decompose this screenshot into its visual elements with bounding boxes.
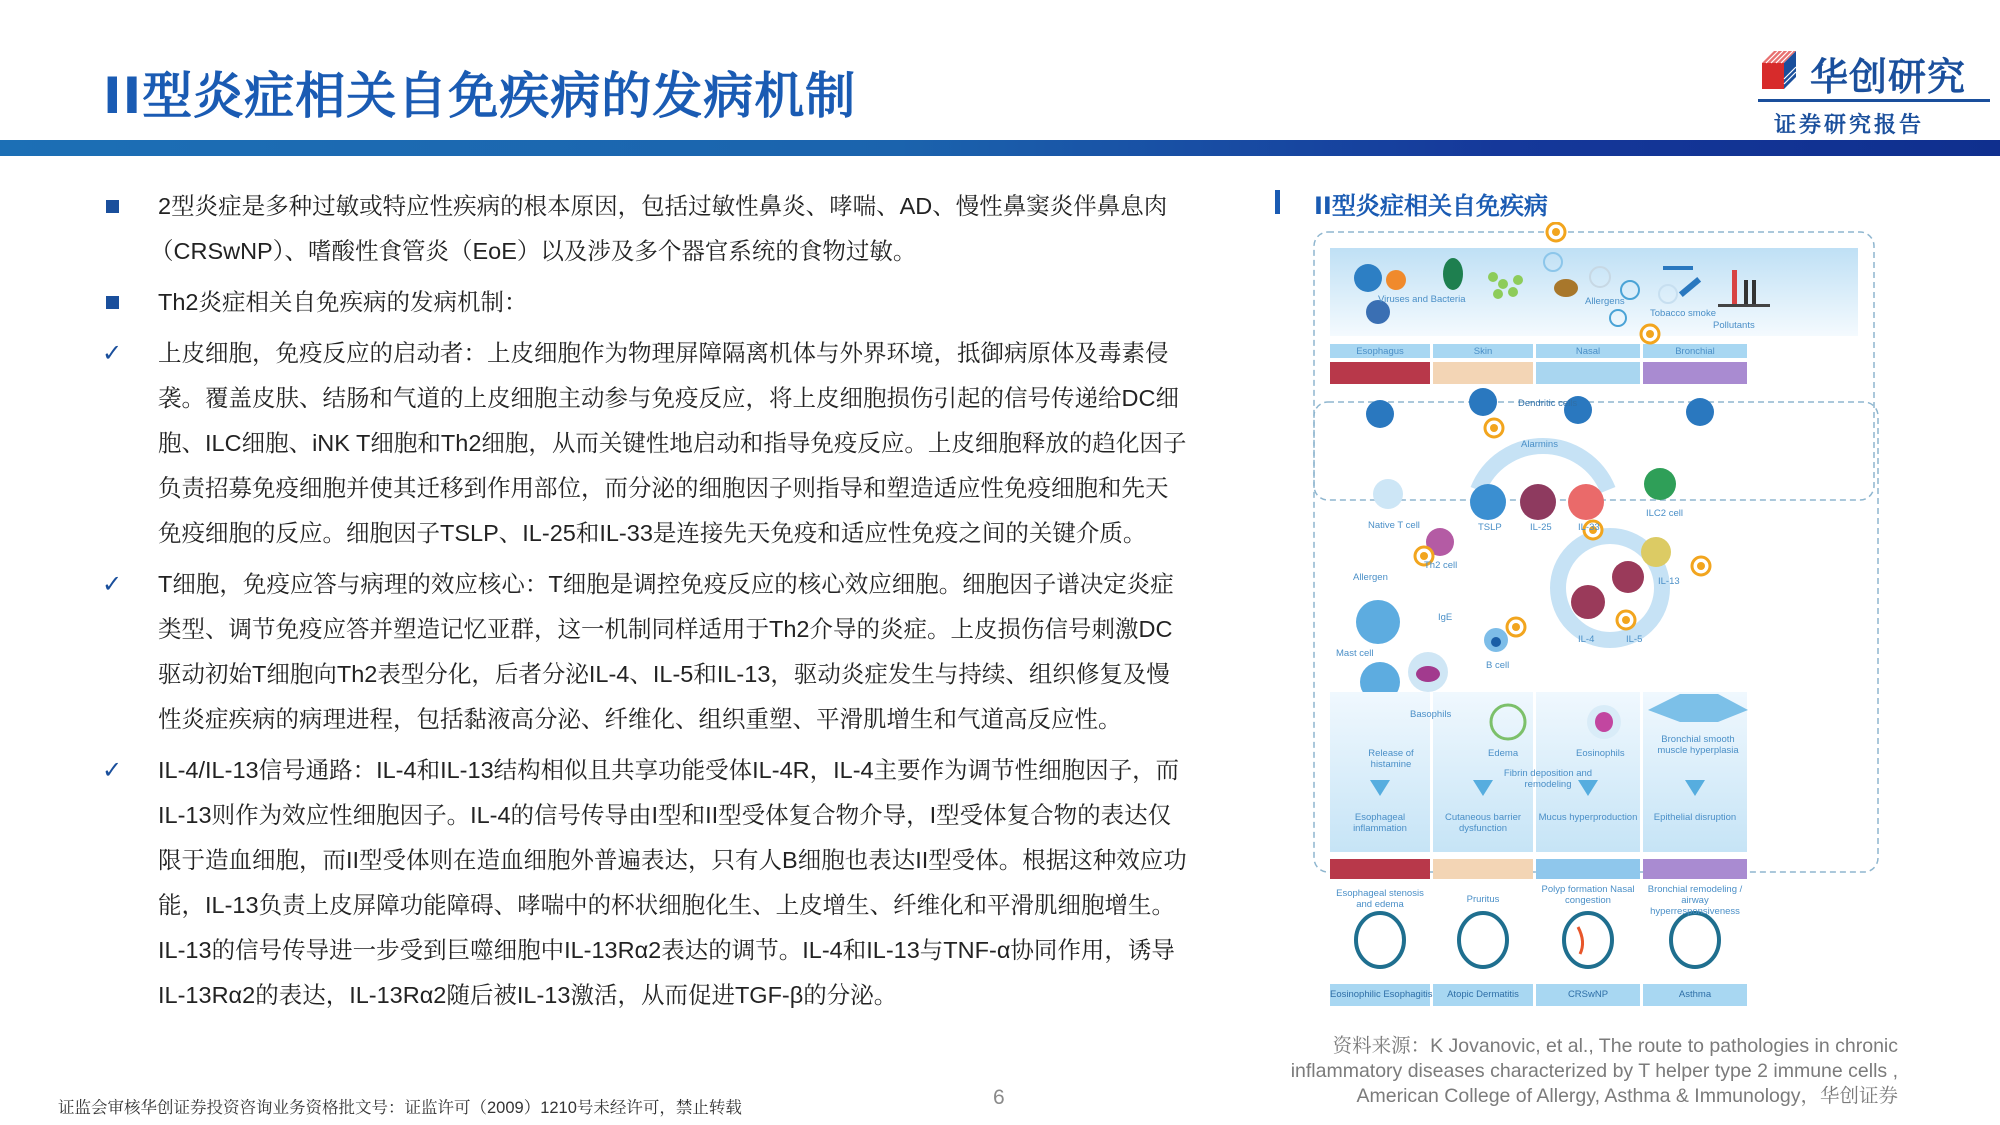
- bullet-text-line: Th2炎症相关自免疾病的发病机制：: [158, 289, 528, 315]
- source-line: inflammatory diseases characterized by T helper type 2 immune cells ,: [1290, 1060, 1898, 1082]
- symptom-pruritus: Pruritus: [1466, 894, 1500, 905]
- bullet-text-line: 类型、调节免疫应答并塑造记忆亚群，这一机制同样适用于Th2介导的炎症。上皮损伤信号刺激DC: [158, 616, 1173, 642]
- label-dendritic: Dendritic cells: [1518, 398, 1578, 409]
- bullet-text-line: IL-4/IL-13信号通路：IL-4和IL-13结构相似且共享功能受体IL-4R，IL-4主要作为调节性细胞因子，而: [158, 757, 1180, 783]
- outcome-epithelial: Epithelial disruption: [1653, 812, 1737, 823]
- bullet-text-line: 上皮细胞，免疫反应的启动者：上皮细胞作为物理屏障隔离机体与外界环境，抵御病原体及毒素侵: [158, 340, 1169, 366]
- label-alarmins: Alarmins: [1521, 439, 1558, 450]
- bullet-text-line: 能，IL-13负责上皮屏障功能障碍、哮喘中的杯状细胞化生、上皮增生、纤维化和平滑肌细胞增生。: [158, 892, 1176, 918]
- bullet-text-line: 胞、ILC细胞、iNK T细胞和Th2细胞，从而关键性地启动和指导免疫反应。上皮细胞释放的趋化因子: [158, 430, 1187, 456]
- label-il13: IL-13: [1658, 576, 1680, 587]
- label-il25: IL-25: [1530, 522, 1552, 533]
- label-edema: Edema: [1488, 748, 1519, 759]
- check-item: [102, 331, 1262, 556]
- label-il5: IL-5: [1626, 634, 1643, 645]
- square-bullet-icon: [106, 200, 119, 213]
- label-viruses: Viruses and Bacteria: [1378, 294, 1466, 305]
- label-b-cell: B cell: [1486, 660, 1510, 671]
- outcome-cutaneous: Cutaneous barrier dysfunction: [1444, 812, 1522, 834]
- outcome-esophageal: Esophageal inflammation: [1353, 812, 1407, 834]
- bullet-text-line: T细胞，免疫应答与病理的效应核心：T细胞是调控免疫反应的核心效应细胞。细胞因子谱决定炎症: [158, 571, 1174, 597]
- body-text: [102, 184, 1262, 1018]
- label-smooth-muscle: Bronchial smooth muscle hyperplasia: [1657, 734, 1739, 756]
- figure-title: II型炎症相关自免疾病: [1314, 192, 1548, 220]
- outcome-mucus: Mucus hyperproduction: [1538, 812, 1638, 823]
- label-allergens: Allergens: [1585, 296, 1625, 307]
- bullet-text-line: IL-13则作为效应性细胞因子。IL-4的信号传导由I型和II型受体复合物介导，I型受体复合物的表达仅: [158, 802, 1172, 828]
- label-basophils: Basophils: [1410, 709, 1452, 720]
- symptom-stenosis: Esophageal stenosis and edema: [1336, 888, 1424, 910]
- page-title: II型炎症相关自免疾病的发病机制: [103, 67, 857, 125]
- check-item: [102, 562, 1262, 742]
- page-number: 6: [993, 1086, 1005, 1109]
- label-histamine: Release of histamine: [1368, 748, 1414, 770]
- bullet-text-line: IL-13的信号传导进一步受到巨噬细胞中IL-13Rα2表达的调节。IL-4和IL-13与TNF-α协同作用，诱导: [158, 937, 1175, 963]
- source-citation: [1198, 1034, 1898, 1109]
- bullet-text-line: （CRSwNP）、嗜酸性食管炎（EoE）以及涉及多个器官系统的食物过敏。: [150, 238, 917, 264]
- label-allergen: Allergen: [1353, 572, 1388, 583]
- logo-divider: [1758, 99, 1990, 102]
- square-bullet-icon: [106, 296, 119, 309]
- bullet-text-line: 限于造血细胞，而II型受体则在造血细胞外普遍表达，只有人B细胞也表达II型受体。根据这种效应功: [158, 847, 1187, 873]
- source-line: 资料来源：K Jovanovic, et al., The route to pathologies in chronic: [1332, 1035, 1898, 1057]
- bullet-text-line: 性炎症疾病的病理进程，包括黏液高分泌、纤维化、组织重塑、平滑肌增生和气道高反应性。: [158, 706, 1122, 732]
- footer-disclaimer: 证监会审核华创证券投资咨询业务资格批文号：证监许可（2009）1210号未经许可，禁止转载: [58, 1099, 742, 1117]
- bullet-text-line: 负责招募免疫细胞并使其迁移到作用部位，而分泌的细胞因子则指导和塑造适应性免疫细胞和先天: [158, 475, 1169, 501]
- tissue-skin: Skin: [1473, 346, 1493, 357]
- label-ige: IgE: [1438, 612, 1453, 623]
- label-pollutants: Pollutants: [1713, 320, 1755, 331]
- logo-subtitle: 证券研究报告: [1774, 112, 1925, 138]
- disease-asthma: Asthma: [1678, 989, 1712, 1000]
- bullet-text-line: 2型炎症是多种过敏或特应性疾病的根本原因，包括过敏性鼻炎、哮喘、AD、慢性鼻窦炎伴鼻息肉: [158, 193, 1168, 219]
- header-band: [0, 140, 2000, 156]
- tissue-bronchial: Bronchial: [1675, 346, 1715, 357]
- check-item: [102, 748, 1262, 1018]
- bullet-text-line: 驱动初始T细胞向Th2表型分化，后者分泌IL-4、IL-5和IL-13，驱动炎症发生与持续、组织修复及慢: [158, 661, 1170, 687]
- pathogenesis-diagram: [1308, 222, 1888, 1014]
- symptom-bronchial: Bronchial remodeling / airway hyperresponsiveness: [1647, 884, 1743, 917]
- label-eosinophils: Eosinophils: [1576, 748, 1625, 759]
- bullet-text-line: 免疫细胞的反应。细胞因子TSLP、IL-25和IL-33是连接先天免疫和适应性免疫之间的关键介质。: [158, 520, 1147, 546]
- heading-accent-bar: [1275, 190, 1280, 214]
- label-il4: IL-4: [1578, 634, 1595, 645]
- bullet-text-line: 袭。覆盖皮肤、结肠和气道的上皮细胞主动参与免疫反应，将上皮细胞损伤引起的信号传递给DC细: [158, 385, 1179, 411]
- label-il33: IL-33: [1578, 522, 1600, 533]
- bullet-item: [102, 184, 1262, 274]
- checkmark-icon: ✓: [102, 756, 123, 784]
- label-th2: Th2 cell: [1424, 560, 1458, 571]
- company-logo: [1758, 46, 1988, 140]
- source-line: American College of Allergy, Asthma & Immunology，华创证券: [1356, 1085, 1898, 1107]
- label-tslp: TSLP: [1478, 522, 1502, 533]
- label-mast-cell: Mast cell: [1336, 648, 1374, 659]
- logo-cube-icon: [1760, 49, 1802, 91]
- checkmark-icon: ✓: [102, 339, 123, 367]
- bullet-item: [102, 280, 1262, 325]
- label-native-t: Native T cell: [1368, 520, 1420, 531]
- symptom-polyp: Polyp formation Nasal congestion: [1541, 884, 1635, 906]
- disease-crswnp: CRSwNP: [1567, 989, 1609, 1000]
- label-ilc2: ILC2 cell: [1646, 508, 1683, 519]
- disease-ad: Atopic Dermatitis: [1447, 989, 1519, 1000]
- tissue-nasal: Nasal: [1575, 346, 1601, 357]
- label-tobacco: Tobacco smoke: [1650, 308, 1717, 319]
- tissue-esophagus: Esophagus: [1356, 346, 1404, 357]
- disease-eoe: Eosinophilic Esophagitis: [1330, 989, 1433, 1000]
- label-fibrin: Fibrin deposition and remodeling: [1503, 768, 1593, 790]
- logo-name: 华创研究: [1810, 55, 1967, 99]
- bullet-text-line: IL-13Rα2的表达，IL-13Rα2随后被IL-13激活，从而促进TGF-β的分泌。: [158, 982, 898, 1008]
- checkmark-icon: ✓: [102, 570, 123, 598]
